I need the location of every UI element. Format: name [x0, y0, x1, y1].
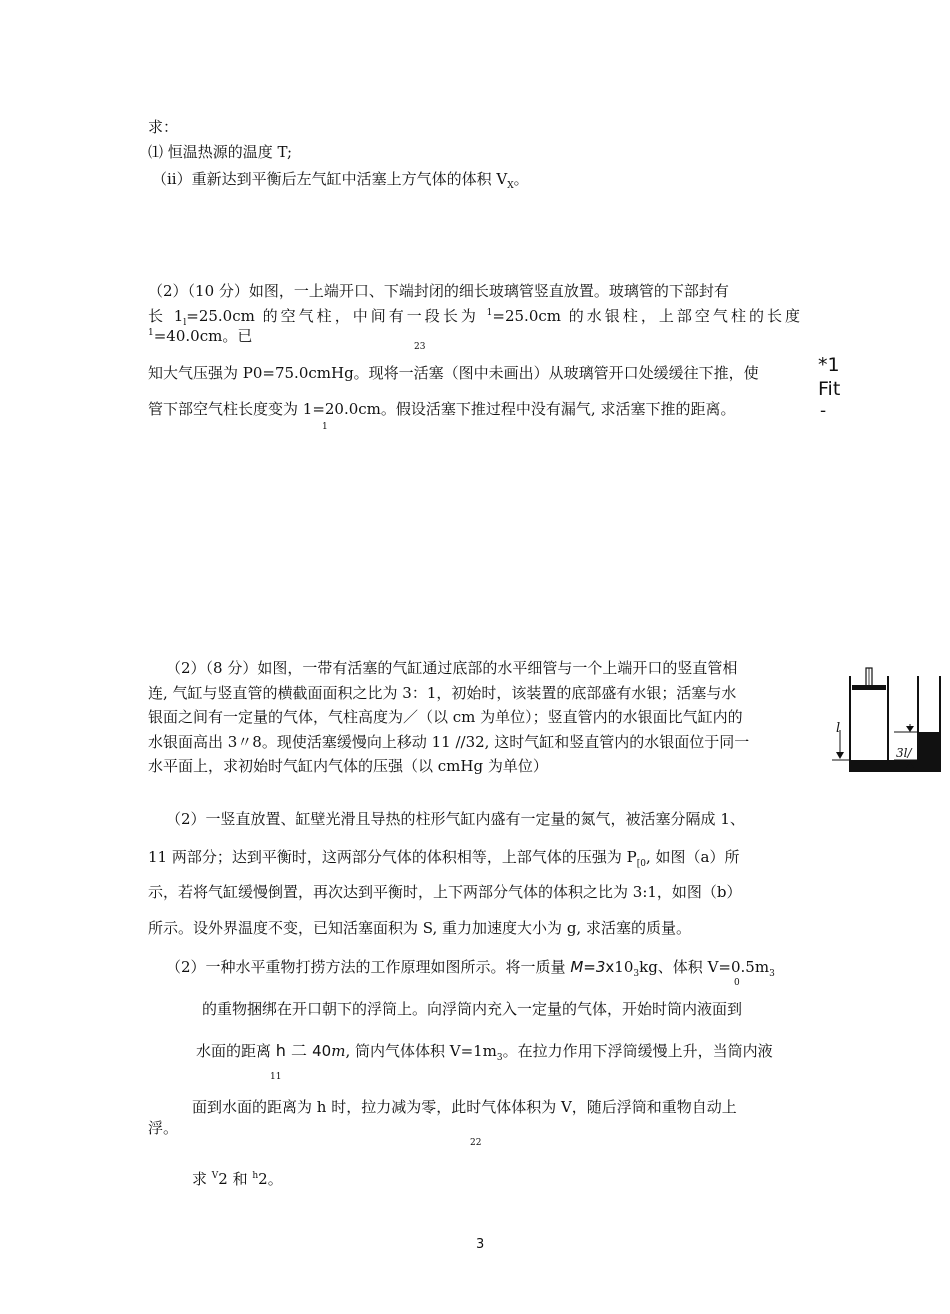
- superscript: V: [211, 1171, 219, 1181]
- text-line: [148, 322, 252, 347]
- text-fragment: =25.0cm 的空气柱，中间有一段长为: [186, 307, 487, 325]
- small-index: 22: [470, 1138, 482, 1148]
- text-line: 求：: [148, 118, 179, 136]
- text-fragment: 。在拉力作用下浮筒缓慢上升，当筒内液: [502, 1042, 773, 1060]
- text-fragment: （2）一种水平重物打捞方法的工作原理如图所示。将一质量: [166, 958, 571, 976]
- text-fragment: M=3: [570, 958, 606, 976]
- side-mark: -: [820, 401, 827, 421]
- superscript: 1: [486, 308, 493, 318]
- figure-label: l: [836, 721, 841, 736]
- text-line: [166, 956, 775, 985]
- side-mark: *1: [818, 354, 840, 376]
- text-fragment: 。: [513, 170, 529, 188]
- text-fragment: , 筒内气体体积 V=1m: [345, 1042, 497, 1060]
- cylinder-figure: [830, 666, 942, 778]
- small-index: 11: [270, 1072, 282, 1082]
- text-line: 示，若将气缸缓慢倒置，再次达到平衡时，上下两部分气体的体积之比为 3:1，如图（b）: [148, 883, 742, 901]
- page-number: 3: [476, 1237, 485, 1252]
- text-fragment: kg、体积 V=0.5m: [639, 958, 770, 976]
- text-fragment: m: [331, 1042, 346, 1060]
- text-fragment: 11 两部分；达到平衡时，这两部分气体的体积相等，上部气体的压强为 P: [148, 848, 637, 866]
- superscript: h: [252, 1171, 259, 1181]
- text-line: ⑴ 恒温热源的温度 T;: [148, 143, 293, 161]
- text-line: 所示。设外界温度不变，已知活塞面积为 S, 重力加速度大小为 g, 求活塞的质量。: [148, 919, 691, 937]
- small-index: 1: [322, 422, 328, 432]
- text-fragment: 2。: [258, 1170, 283, 1188]
- piston: [852, 685, 886, 690]
- subscript: 3: [633, 969, 640, 979]
- text-fragment: 40: [312, 1042, 332, 1060]
- text-fragment: 10: [614, 958, 634, 976]
- text-line: [148, 846, 739, 875]
- text-line: 面到水面的距离为 h 时，拉力减为零，此时气体体积为 V，随后浮筒和重物自动上: [192, 1098, 737, 1116]
- text-fragment: 2 和: [218, 1170, 253, 1188]
- side-mark: Fit: [818, 378, 841, 400]
- subscript: 3: [769, 969, 775, 979]
- text-fragment: h 二: [275, 1041, 313, 1060]
- text-line: 浮。: [148, 1119, 179, 1137]
- text-fragment: 水面的距离: [196, 1042, 276, 1060]
- text-line: 银面之间有一定量的气体，气柱高度为／（以 cm 为单位）；竖直管内的水银面比气缸内的: [148, 708, 743, 726]
- text-line: （2）（10 分）如图，一上端开口、下端封闭的细长玻璃管竖直放置。玻璃管的下部封有: [148, 282, 729, 300]
- text-line: 知大气压强为 P0=75.0cmHg。现将一活塞（图中未画出）从玻璃管开口处缓缓往下推，使: [148, 364, 759, 382]
- subscript: l: [183, 318, 187, 328]
- text-fragment: 求: [192, 1170, 212, 1188]
- text-fragment: =25.0cm 的水银柱，上部空气柱的长度: [492, 307, 800, 325]
- text-line: （2）一竖直放置、缸壁光滑且导热的柱形气缸内盛有一定量的氮气，被活塞分隔成 1、: [166, 810, 745, 828]
- text-line: [192, 1165, 283, 1190]
- text-fragment: （ii）重新达到平衡后左气缸中活塞上方气体的体积 V: [152, 170, 508, 188]
- subscript: X: [507, 181, 514, 191]
- mercury-tube: [918, 732, 940, 762]
- subscript: [0: [636, 859, 646, 869]
- text-line: [196, 1040, 773, 1069]
- subscript: 3: [496, 1053, 503, 1063]
- text-line: 的重物捆绑在开口朝下的浮筒上。向浮筒内充入一定量的气体，开始时筒内液面到: [202, 1000, 743, 1018]
- superscript: 1: [148, 328, 154, 338]
- text-fragment: =40.0cm。已: [153, 327, 253, 345]
- text-line: 管下部空气柱长度变为 1=20.0cm。假设活塞下推过程中没有漏气, 求活塞下推的距离。: [148, 400, 736, 418]
- small-index: 23: [414, 342, 426, 352]
- text-line: 水银面高出 3〃8。现使活塞缓慢向上移动 11 //32, 这时气缸和竖直管内的水银面位于同一: [148, 733, 750, 751]
- figure-label: 3l/: [896, 746, 912, 760]
- text-line: 连, 气缸与竖直管的横截面面积之比为 3：1，初始时，该装置的底部盛有水银；活塞与水: [148, 684, 737, 702]
- text-fragment: 长 1: [148, 307, 184, 325]
- small-index: 0: [734, 978, 740, 988]
- text-fragment: x: [605, 958, 615, 976]
- text-line: （2）（8 分）如图，一带有活塞的气缸通过底部的水平细管与一个上端开口的竖直管相: [166, 659, 738, 677]
- text-line: 水平面上，求初始时气缸内气体的压强（以 cmHg 为单位）: [148, 757, 548, 775]
- text-line: [152, 168, 529, 197]
- text-fragment: , 如图（a）所: [645, 848, 740, 866]
